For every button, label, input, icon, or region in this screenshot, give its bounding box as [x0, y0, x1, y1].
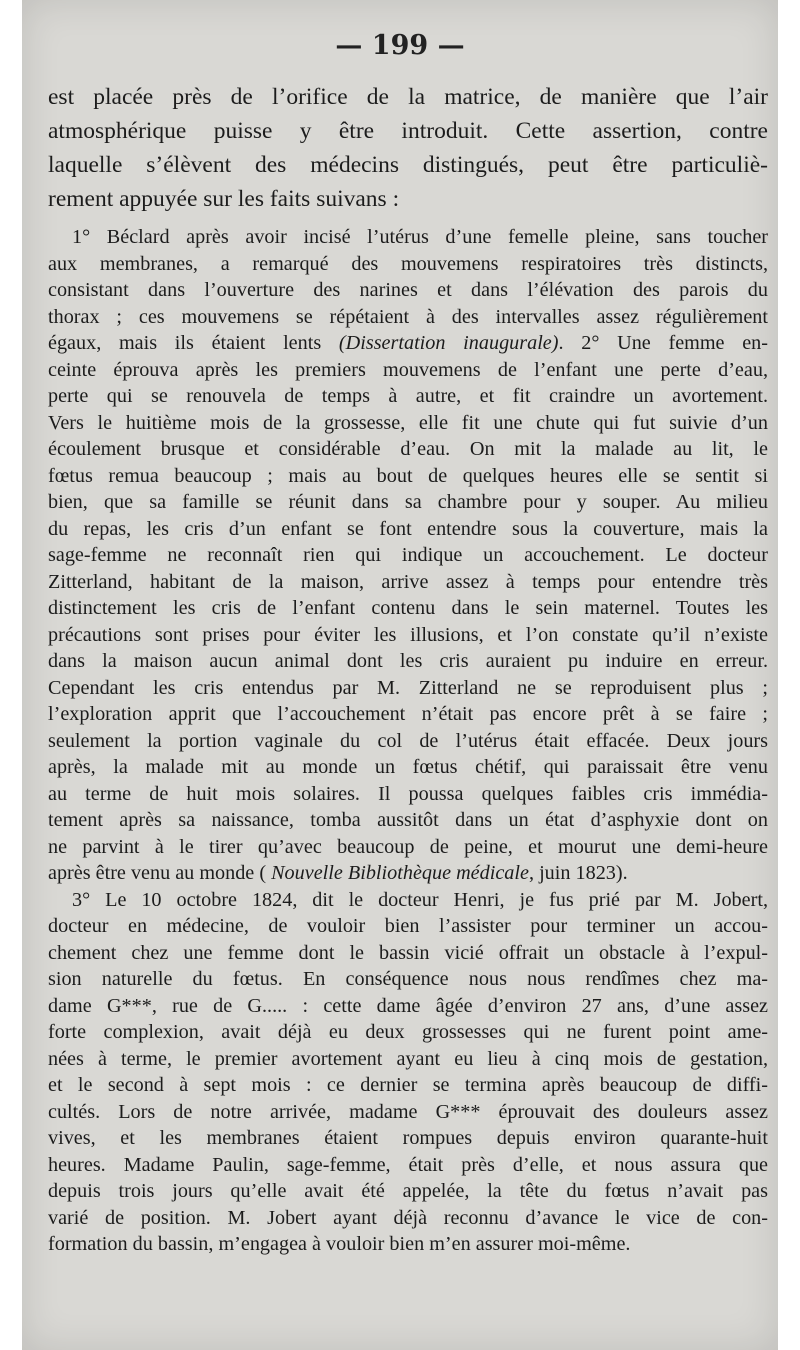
text-line: nées à terme, le premier avortement ayant eu lieu à cinq mois de gestation,	[48, 1047, 768, 1070]
text-line: et le second à sept mois : ce dernier se termina après beaucoup de diffi-	[48, 1074, 768, 1096]
text-segment: après être venu au monde (	[48, 862, 272, 884]
book-page	[22, 0, 778, 1350]
page-body	[48, 80, 768, 1258]
text-line: seulement la portion vaginale du col de l’utérus était effacée. Deux jours	[48, 729, 768, 752]
text-line-mixed	[48, 330, 768, 357]
text-line: au terme de huit mois solaires. Il poussa quelques faibles cris immédia-	[48, 782, 768, 805]
text-line: sion naturelle du fœtus. En conséquence nous nous rendîmes chez ma-	[48, 968, 768, 990]
text-line: aux membranes, a remarqué des mouvemens respiratoires très distincts,	[48, 252, 768, 275]
text-line: thorax ; ces mouvemens se répétaient à des intervalles assez régulièrement	[48, 305, 768, 328]
text-line: 1° Béclard après avoir incisé l’utérus d’une femelle pleine, sans toucher	[72, 226, 768, 248]
text-line: varié de position. M. Jobert ayant déjà reconnu d’avance le vice de con-	[48, 1206, 768, 1229]
text-line: Cependant les cris entendus par M. Zitterland ne se reproduisent plus ;	[48, 676, 768, 699]
text-line: cultés. Lors de notre arrivée, madame G*** éprouvait des douleurs assez	[48, 1100, 768, 1123]
text-segment: , juin 1823).	[528, 862, 628, 884]
text-line: rement appuyée sur les faits suivans :	[48, 186, 400, 212]
text-line: du repas, les cris d’un enfant se font entendre sous la couverture, mais la	[48, 517, 768, 540]
text-line: tement après sa naissance, tomba aussitôt dans un état d’asphyxie dont on	[48, 809, 768, 831]
text-line: atmosphérique puisse y être introduit. Cette assertion, contre	[48, 118, 768, 144]
text-line: depuis trois jours qu’elle avait été appelée, la tête du fœtus n’avait pas	[48, 1180, 768, 1202]
text-line: dans la maison aucun animal dont les cris auraient pu induire en erreur.	[48, 650, 768, 672]
text-line: docteur en médecine, de vouloir bien l’assister pour terminer un accou-	[48, 915, 768, 937]
text-line: consistant dans l’ouverture des narines et dans l’élévation des parois du	[48, 279, 768, 301]
citation-italic: Nouvelle Bibliothèque médicale	[271, 862, 529, 884]
paragraph-1	[48, 224, 768, 887]
text-line: est placée près de l’orifice de la matrice, de manière que l’air	[48, 84, 768, 110]
page-number: — 199 —	[335, 30, 465, 61]
opening-paragraph	[48, 80, 768, 216]
text-segment: égaux, mais ils étaient lents	[48, 332, 339, 354]
text-line: 3° Le 10 octobre 1824, dit le docteur Henri, je fus prié par M. Jobert,	[72, 888, 768, 911]
text-line: sage-femme ne reconnaît rien qui indique un accouchement. Le docteur	[48, 544, 768, 566]
text-segment: . 2° Une femme en-	[558, 332, 768, 354]
text-line: Zitterland, habitant de la maison, arrive assez à temps pour entendre très	[48, 570, 768, 593]
paragraph-2	[48, 887, 768, 1258]
text-line: après, la malade mit au monde un fœtus chétif, qui paraissait être venu	[48, 756, 768, 778]
text-line: l’exploration apprit que l’accouchement n’était pas encore prêt à se faire ;	[48, 703, 768, 725]
text-line: formation du bassin, m’engagea à vouloir bien m’en assurer moi-même.	[48, 1233, 631, 1255]
text-line: distinctement les cris de l’enfant contenu dans le sein maternel. Toutes les	[48, 597, 768, 619]
text-line-mixed	[48, 860, 768, 887]
text-line: heures. Madame Paulin, sage-femme, était près d’elle, et nous assura que	[48, 1153, 768, 1176]
text-line: forte complexion, avait déjà eu deux grossesses qui ne furent point ame-	[48, 1021, 768, 1043]
text-line: laquelle s’élèvent des médecins distingués, peut être particuliè-	[48, 152, 768, 178]
text-line: ne parvint à le tirer qu’avec beaucoup de peine, et mourut une demi-heure	[48, 835, 768, 858]
text-line: vives, et les membranes étaient rompues depuis environ quarante-huit	[48, 1127, 768, 1149]
text-line: chement chez une femme dont le bassin vicié offrait un obstacle à l’expul-	[48, 941, 768, 964]
text-line: bien, que sa famille se réunit dans sa chambre pour y souper. Au milieu	[48, 491, 768, 513]
text-line: dame G***, rue de G..... : cette dame âgée d’environ 27 ans, d’une assez	[48, 994, 768, 1017]
text-line: écoulement brusque et considérable d’eau. On mit la malade au lit, le	[48, 438, 768, 460]
text-line: perte qui se renouvela de temps à autre, et fit craindre un avortement.	[48, 385, 768, 407]
text-line: précautions sont prises pour éviter les illusions, et l’on constate qu’il n’existe	[48, 623, 768, 646]
text-line: ceinte éprouva après les premiers mouvemens de l’enfant une perte d’eau,	[48, 358, 768, 381]
text-line: Vers le huitième mois de la grossesse, elle fit une chute qui fut suivie d’un	[48, 411, 768, 434]
text-line: fœtus remua beaucoup ; mais au bout de quelques heures elle se sentit si	[48, 464, 768, 487]
citation-italic: (Dissertation inaugurale)	[338, 332, 559, 354]
